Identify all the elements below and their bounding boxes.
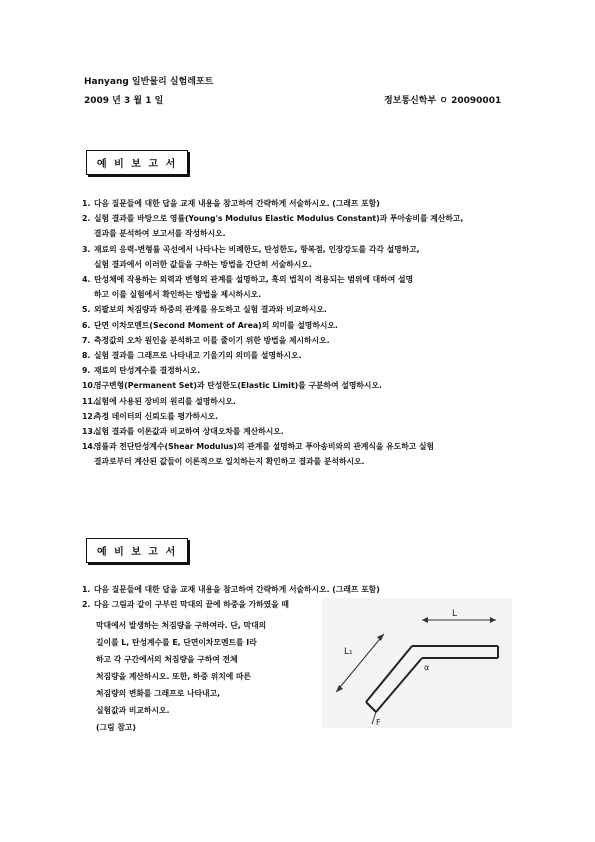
- question-item: [82, 394, 522, 409]
- question-text: 탄성체에 작용하는 외력과 변형의 관계를 설명하고, 훅의 법칙이 적용되는 범위에 대하여 설명: [94, 275, 414, 285]
- question-text: 결과를 분석하여 보고서를 작성하시오.: [94, 229, 226, 239]
- question-number: [82, 257, 94, 272]
- question-item: [82, 226, 522, 241]
- question-number: 2.: [82, 214, 91, 224]
- bent-beam-figure: [322, 598, 512, 728]
- question-text: 영률과 전단탄성계수(Shear Modulus)의 관계를 설명하고 푸아송비와의 관계식을 유도하고 실험: [94, 442, 435, 452]
- paragraph-line: (그림 참고): [96, 723, 136, 732]
- question-number: 13.: [82, 427, 96, 437]
- question-number: 1.: [82, 585, 91, 594]
- question-text: 결과로부터 계산된 값들이 이론적으로 일치하는지 확인하고 결과를 분석하시오.: [94, 457, 365, 467]
- section1-questions: [82, 196, 522, 470]
- question-text: 실험 결과를 바탕으로 영률(Young's Modulus Elastic Modulus Constant)과 푸아송비를 계산하고,: [94, 214, 464, 224]
- question-number: 6.: [82, 320, 91, 330]
- question-number: 2.: [82, 600, 91, 610]
- question-item: [82, 257, 522, 272]
- student-info: 정보통신학부 ㅇ 20090001: [384, 96, 502, 106]
- question-text: 재료의 탄성계수를 결정하시오.: [94, 366, 201, 376]
- beam-diagram: [322, 598, 512, 728]
- question-item: [82, 582, 522, 597]
- question-number: 7.: [82, 335, 91, 345]
- question-number: [82, 454, 94, 469]
- question-number: 11.: [82, 396, 96, 406]
- question-item: [82, 211, 522, 226]
- question-item: [82, 454, 522, 469]
- paragraph-line: 처짐량의 변화를 그래프로 나타내고,: [96, 689, 221, 698]
- question-text: 실험 결과에서 이러한 값들을 구하는 방법을 간단히 서술하시오.: [94, 259, 312, 269]
- question-number: 10.: [82, 381, 96, 391]
- question-item: [82, 287, 522, 302]
- figure-label-bottom: F: [376, 718, 381, 727]
- question-item: [82, 302, 522, 317]
- question-item: [82, 424, 522, 439]
- question-number: 5.: [82, 305, 91, 315]
- question-text: 단면 이차모멘트(Second Moment of Area)의 의미를 설명하시오.: [94, 320, 338, 330]
- course-title: Hanyang 일반물리 실험레포트: [84, 77, 214, 87]
- question-item: [82, 378, 522, 393]
- question-number: 12.: [82, 411, 96, 421]
- report-date: 2009 년 3 월 1 일: [84, 96, 164, 106]
- paragraph-line: 막대에서 발생하는 처짐량을 구하여라. 단, 막대의: [96, 621, 267, 630]
- question-text: 측정 데이터의 신뢰도를 평가하시오.: [94, 411, 219, 421]
- question-item: [82, 318, 522, 333]
- question-text: 측정값의 오차 원인을 분석하고 이를 줄이기 위한 방법을 제시하시오.: [94, 335, 330, 345]
- question-text: 하고 이를 실험에서 확인하는 방법을 제시하시오.: [94, 290, 262, 300]
- paragraph-line: 실험값과 비교하시오.: [96, 706, 170, 715]
- question-number: 4.: [82, 275, 91, 285]
- question-text: 다음 그림과 같이 구부린 막대의 끝에 하중을 가하였을 때: [94, 600, 289, 610]
- paragraph-line: 하고 각 구간에서의 처짐량을 구하여 전체: [96, 655, 238, 664]
- question-item: [82, 409, 522, 424]
- question-text: 영구변형(Permanent Set)과 탄성한도(Elastic Limit)를 구분하여 설명하시오.: [94, 381, 382, 391]
- question-item: [82, 333, 522, 348]
- question-number: 8.: [82, 351, 91, 361]
- question-text: 다음 질문들에 대한 답을 교재 내용을 참고하여 간략하게 서술하시오. (그래프 포함): [94, 585, 380, 594]
- question-number: 9.: [82, 366, 91, 376]
- question-item: [82, 242, 522, 257]
- question-item: [82, 196, 522, 211]
- section1-label: 예 비 보 고 서: [86, 150, 188, 175]
- paragraph-line: 처짐량을 계산하시오. 또한, 하중 위치에 따른: [96, 672, 252, 681]
- question-item: [82, 363, 522, 378]
- question-number: 3.: [82, 244, 91, 254]
- question-text: 재료의 응력-변형률 곡선에서 나타나는 비례한도, 탄성한도, 항복점, 인장강도를 각각 설명하고,: [94, 244, 420, 254]
- question-item: [82, 348, 522, 363]
- question-number: [82, 226, 94, 241]
- question-number: [82, 287, 94, 302]
- question-text: 실험 결과를 그래프로 나타내고 기울기의 의미를 설명하시오.: [94, 351, 302, 361]
- question-text: 실험 결과를 이론값과 비교하여 상대오차를 계산하시오.: [94, 427, 284, 437]
- question-number: 1.: [82, 199, 91, 208]
- figure-label-top: L: [452, 609, 458, 619]
- question-text: 다음 질문들에 대한 답을 교재 내용을 참고하여 간략하게 서술하시오. (그래프 포함): [94, 199, 380, 208]
- question-number: 14.: [82, 442, 96, 452]
- section2-label: 예 비 보 고 서: [86, 538, 188, 563]
- question-text: 실험에 사용된 장비의 원리를 설명하시오.: [94, 396, 236, 406]
- paragraph-line: 길이를 L, 탄성계수를 E, 단면이차모멘트를 I라: [96, 638, 257, 647]
- question-text: 외팔보의 처짐량과 하중의 관계를 유도하고 실험 결과와 비교하시오.: [94, 305, 327, 315]
- problem-paragraph: [96, 617, 311, 736]
- figure-label-bend: α: [424, 663, 430, 672]
- figure-label-left: L₁: [344, 647, 353, 657]
- question-item: [82, 272, 522, 287]
- question-item: [82, 439, 522, 454]
